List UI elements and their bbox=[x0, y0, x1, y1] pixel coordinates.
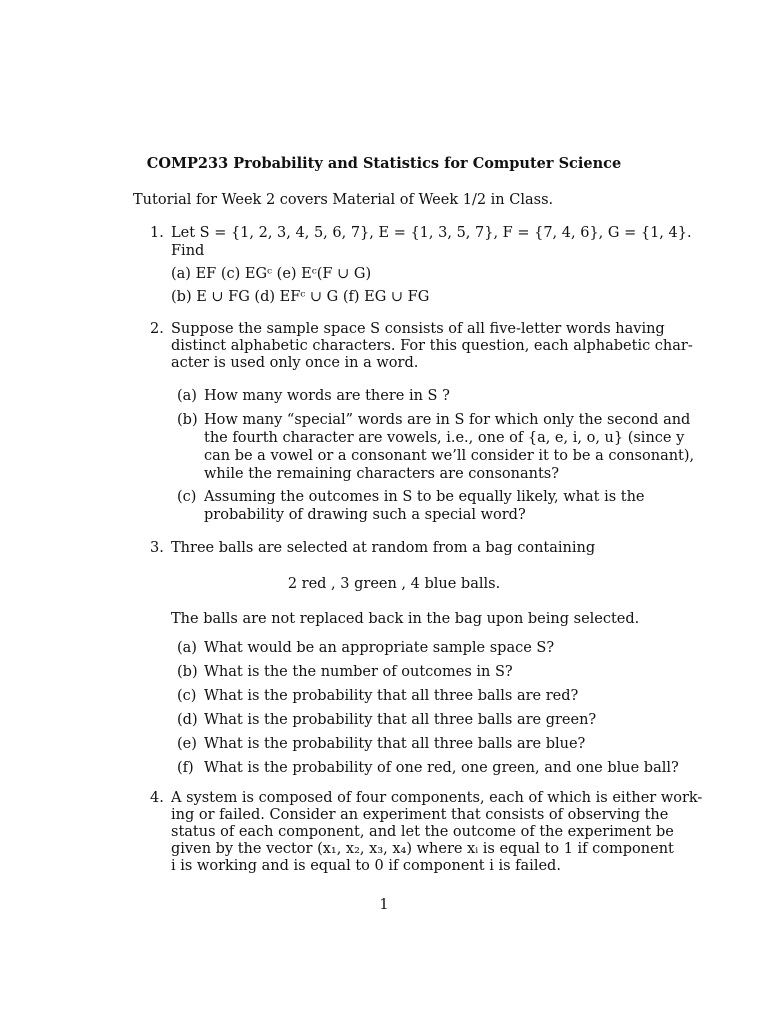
q3-part-label: (c) bbox=[177, 688, 197, 704]
q2-line: Suppose the sample space S consists of all five-letter words having bbox=[171, 321, 665, 337]
q4-line: ing or failed. Consider an experiment that consists of observing the bbox=[171, 807, 669, 823]
q4-number: 4. bbox=[150, 790, 164, 806]
q3-part-label: (b) bbox=[177, 664, 198, 680]
q3-part-text: What is the probability that all three balls are red? bbox=[204, 688, 579, 704]
q2-part-label: (c) bbox=[177, 489, 197, 505]
q2-line: distinct alphabetic characters. For this question, each alphabetic char- bbox=[171, 338, 693, 354]
q3-part-text: What is the probability of one red, one green, and one blue ball? bbox=[204, 760, 679, 776]
q3-part-text: What is the probability that all three balls are green? bbox=[204, 712, 597, 728]
intro-text: Tutorial for Week 2 covers Material of Week 1/2 in Class. bbox=[133, 192, 554, 208]
q1-line: (a) EF (c) EGᶜ (e) Eᶜ(F ∪ G) bbox=[171, 266, 372, 282]
q2-part-label: (b) bbox=[177, 412, 198, 428]
q4-line: A system is composed of four components, each of which is either work- bbox=[171, 790, 703, 806]
q2-part-text: Assuming the outcomes in S to be equally likely, what is the bbox=[204, 489, 645, 505]
q4-line: i is working and is equal to 0 if component i is failed. bbox=[171, 858, 561, 874]
q2-part-text: the fourth character are vowels, i.e., one of {a, e, i, o, u} (since y bbox=[204, 430, 685, 446]
q2-line: acter is used only once in a word. bbox=[171, 355, 419, 371]
q3-number: 3. bbox=[150, 540, 164, 556]
q2-part-text: How many “special” words are in S for which only the second and bbox=[204, 412, 691, 428]
page-number: 1 bbox=[379, 897, 389, 913]
q1-line: Find bbox=[171, 243, 205, 259]
q2-part-label: (a) bbox=[177, 388, 197, 404]
q3-line: The balls are not replaced back in the bag upon being selected. bbox=[171, 611, 640, 627]
q1-number: 1. bbox=[150, 225, 164, 241]
q2-part-text: while the remaining characters are consonants? bbox=[204, 466, 560, 482]
q2-part-text: can be a vowel or a consonant we’ll consider it to be a consonant), bbox=[204, 448, 695, 464]
q3-part-text: What is the the number of outcomes in S? bbox=[204, 664, 513, 680]
page-title: COMP233 Probability and Statistics for Computer Science bbox=[146, 155, 622, 172]
q1-line: (b) E ∪ FG (d) EFᶜ ∪ G (f) EG ∪ FG bbox=[171, 289, 430, 305]
q2-number: 2. bbox=[150, 321, 164, 337]
q1-line: Let S = {1, 2, 3, 4, 5, 6, 7}, E = {1, 3, 5, 7}, F = {7, 4, 6}, G = {1, 4}. bbox=[171, 225, 692, 241]
q3-part-label: (d) bbox=[177, 712, 198, 728]
q3-part-text: What would be an appropriate sample space S? bbox=[204, 640, 555, 656]
q3-line: Three balls are selected at random from a bag containing bbox=[171, 540, 596, 556]
q2-part-text: probability of drawing such a special word? bbox=[204, 507, 526, 523]
q2-part-text: How many words are there in S ? bbox=[204, 388, 450, 404]
q3-centered-line: 2 red , 3 green , 4 blue balls. bbox=[287, 576, 501, 592]
q3-part-text: What is the probability that all three balls are blue? bbox=[204, 736, 586, 752]
q4-line: status of each component, and let the outcome of the experiment be bbox=[171, 824, 674, 840]
q3-part-label: (e) bbox=[177, 736, 197, 752]
q3-part-label: (a) bbox=[177, 640, 197, 656]
q4-line: given by the vector (x₁, x₂, x₃, x₄) where xᵢ is equal to 1 if component bbox=[171, 841, 674, 857]
q3-part-label: (f) bbox=[177, 760, 194, 776]
